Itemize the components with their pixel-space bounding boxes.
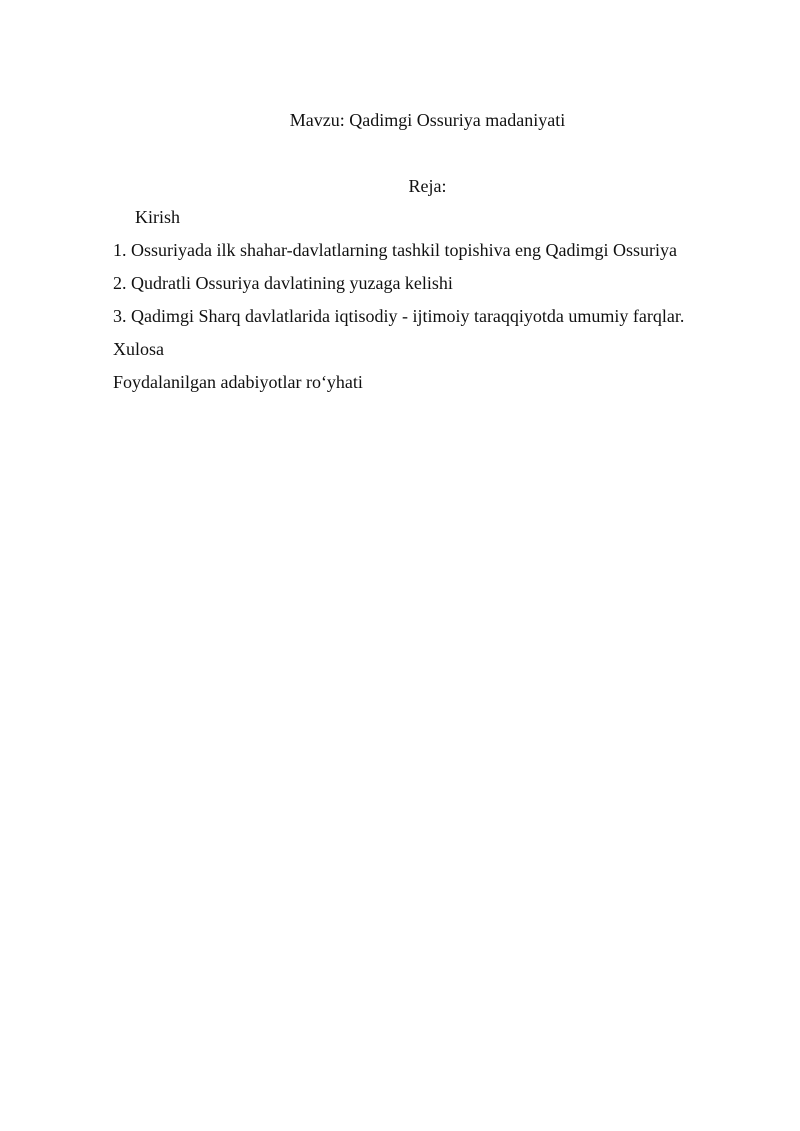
plan-item-1: 1. Ossuriyada ilk shahar-davlatlarning tashkil topishiva eng Qadimgi Ossuriya <box>113 240 678 260</box>
plan-item-3: 3. Qadimgi Sharq davlatlarida iqtisodiy - ijtimoiy taraqqiyotda umumiy farqlar. <box>113 306 685 326</box>
plan-item-conclusion: Xulosa <box>113 339 164 359</box>
plan-item-references: Foydalanilgan adabiyotlar ro‘yhati <box>113 372 363 392</box>
plan-item-introduction: Kirish <box>135 207 180 227</box>
plan-list <box>113 205 753 403</box>
plan-heading: Reja: <box>408 176 447 196</box>
plan-item-2: 2. Qudratli Ossuriya davlatining yuzaga kelishi <box>113 273 453 293</box>
document-topic: Mavzu: Qadimgi Ossuriya madaniyati <box>289 110 566 130</box>
